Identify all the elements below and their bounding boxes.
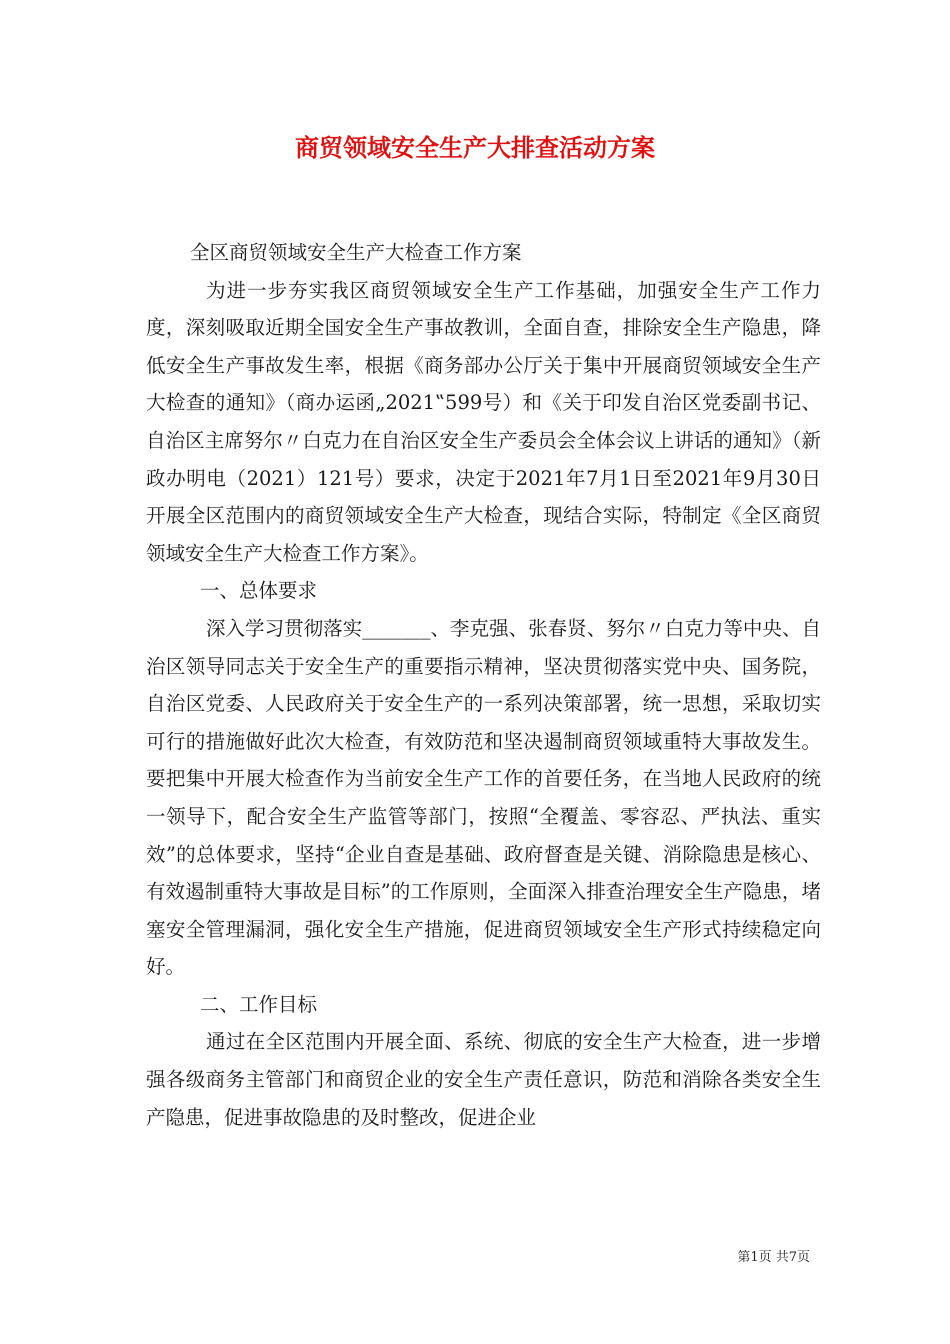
subtitle-paragraph: 全区商贸领域安全生产大检查工作方案 xyxy=(190,241,522,264)
section-heading-general-requirements: 一、总体要求 xyxy=(200,579,318,603)
document-body xyxy=(146,234,821,1136)
section-heading-work-goals: 二、工作目标 xyxy=(200,992,318,1016)
general-requirements-paragraph: 深入学习贯彻落实_______、李克强、张春贤、努尔〃白克力等中央、自治区领导同志关于安全生产的重要指示精神，坚决贯彻落实党中央、国务院，自治区党委、人民政府关于安全生产的一系列决策部署，统一思想，采取切实可行的措施做好此次大检查，有效防范和坚决遏制商贸领域重特大事故发生。要把集中开展大检查作为当前安全生产工作的首要任务，在当地人民政府的统一领导下，配合安全生产监管等部门，按照“全覆盖、零容忍、严执法、重实效”的总体要求，坚持“企业自查是基础、政府督查是关键、消除隐患是核心、有效遏制重特大事故是目标”的工作原则，全面深入排查治理安全生产隐患，堵塞安全管理漏洞，强化安全生产措施，促进商贸领域安全生产形式持续稳定向好。 xyxy=(146,616,821,979)
page-number-footer: 第1页 共7页 xyxy=(737,1250,810,1265)
work-goals-paragraph: 通过在全区范围内开展全面、系统、彻底的安全生产大检查，进一步增强各级商务主管部门和商贸企业的安全生产责任意识，防范和消除各类安全生产隐患，促进事故隐患的及时整改，促进企业 xyxy=(146,1030,821,1129)
document-title: 商贸领域安全生产大排查活动方案 xyxy=(295,133,655,162)
intro-paragraph: 为进一步夯实我区商贸领域安全生产工作基础，加强安全生产工作力度，深刻吸取近期全国安全生产事故教训，全面自查，排除安全生产隐患，降低安全生产事故发生率，根据《商务部办公厅关于集中开展商贸领域安全生产大检查的通知》（商办运函„2021‟599号）和《关于印发自治区党委副书记、自治区主席努尔〃白克力在自治区安全生产委员会全体会议上讲话的通知》（新政办明电（2021）121号）要求，决定于2021年7月1日至2021年9月30日开展全区范围内的商贸领域安全生产大检查，现结合实际，特制定《全区商贸领域安全生产大检查工作方案》。 xyxy=(146,278,821,565)
